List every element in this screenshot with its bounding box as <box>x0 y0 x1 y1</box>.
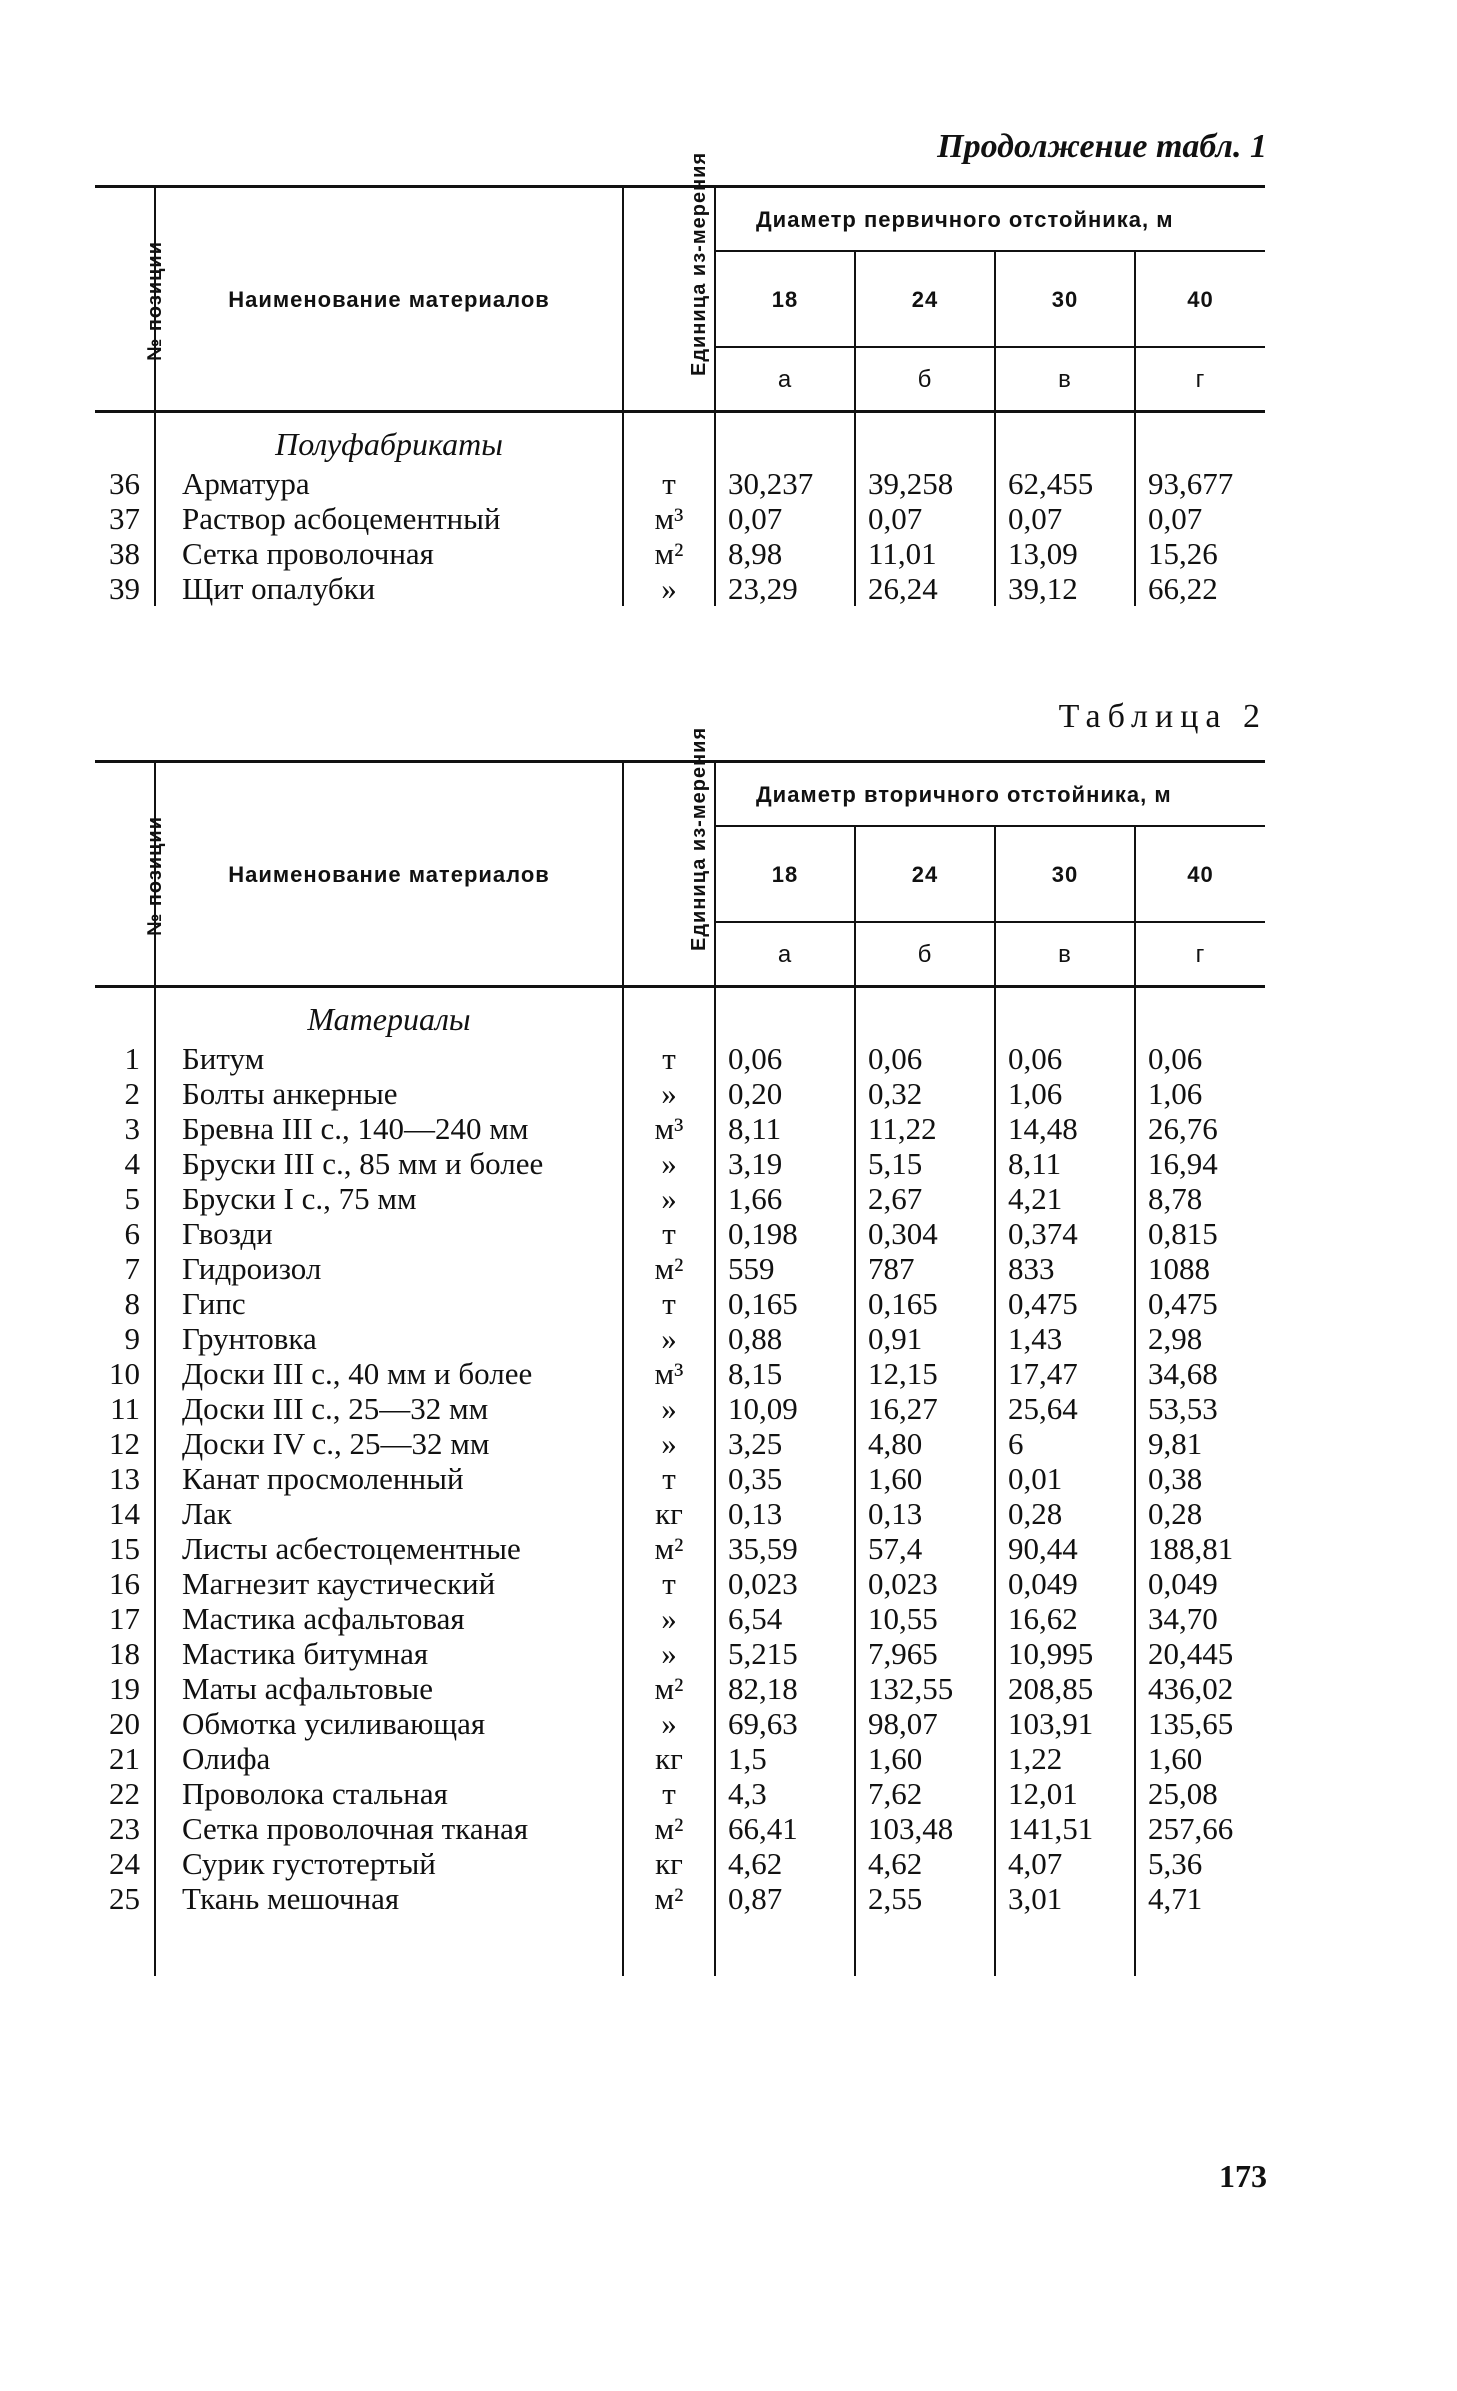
value-d: 188,81 <box>1135 1531 1265 1566</box>
value-a: 35,59 <box>715 1531 855 1566</box>
value-c: 4,21 <box>995 1181 1135 1216</box>
unit-cell: » <box>623 1146 715 1181</box>
table2-pos-header: № позиции <box>95 762 155 987</box>
value-c: 1,22 <box>995 1741 1135 1776</box>
table2-section-title: Материалы <box>155 987 623 1042</box>
table-row <box>95 501 1265 536</box>
table-row <box>95 1146 1265 1181</box>
material-name: Бревна III с., 140—240 мм <box>155 1111 623 1146</box>
value-d: 4,71 <box>1135 1881 1265 1916</box>
unit-cell: кг <box>623 1741 715 1776</box>
value-c: 1,43 <box>995 1321 1135 1356</box>
unit-cell: т <box>623 466 715 501</box>
material-name: Мастика асфальтовая <box>155 1601 623 1636</box>
value-c: 0,01 <box>995 1461 1135 1496</box>
material-name: Маты асфальтовые <box>155 1671 623 1706</box>
table1-section-title: Полуфабрикаты <box>155 412 623 467</box>
value-c: 12,01 <box>995 1776 1135 1811</box>
unit-cell: » <box>623 1391 715 1426</box>
material-name: Гипс <box>155 1286 623 1321</box>
value-a: 69,63 <box>715 1706 855 1741</box>
value-a: 0,023 <box>715 1566 855 1601</box>
table-row <box>95 1636 1265 1671</box>
value-d: 8,78 <box>1135 1181 1265 1216</box>
unit-cell: кг <box>623 1496 715 1531</box>
table-row <box>95 1286 1265 1321</box>
value-b: 787 <box>855 1251 995 1286</box>
table-row <box>95 1846 1265 1881</box>
material-name: Сетка проволочная тканая <box>155 1811 623 1846</box>
value-d: 1088 <box>1135 1251 1265 1286</box>
value-b: 5,15 <box>855 1146 995 1181</box>
unit-cell: м² <box>623 536 715 571</box>
value-b: 7,62 <box>855 1776 995 1811</box>
table1-header <box>95 151 1265 412</box>
table2-header <box>95 726 1265 987</box>
unit-cell: кг <box>623 1846 715 1881</box>
unit-cell: м³ <box>623 1356 715 1391</box>
table2-body <box>95 987 1265 1977</box>
value-b: 4,62 <box>855 1846 995 1881</box>
material-name: Канат просмоленный <box>155 1461 623 1496</box>
value-a: 82,18 <box>715 1671 855 1706</box>
table-row <box>95 1601 1265 1636</box>
row-number: 10 <box>109 1356 140 1391</box>
row-number: 3 <box>124 1111 140 1146</box>
unit-cell: » <box>623 1076 715 1111</box>
table2 <box>95 726 1265 1976</box>
value-c: 0,049 <box>995 1566 1135 1601</box>
value-b: 0,304 <box>855 1216 995 1251</box>
value-d: 53,53 <box>1135 1391 1265 1426</box>
row-number: 38 <box>109 536 140 571</box>
value-d: 15,26 <box>1135 536 1265 571</box>
value-c: 16,62 <box>995 1601 1135 1636</box>
value-a: 0,87 <box>715 1881 855 1916</box>
table-row <box>95 1671 1265 1706</box>
value-a: 6,54 <box>715 1601 855 1636</box>
table2-size-header: 18 <box>715 826 855 922</box>
value-a: 10,09 <box>715 1391 855 1426</box>
table-row <box>95 1741 1265 1776</box>
value-c: 0,06 <box>995 1041 1135 1076</box>
value-c: 141,51 <box>995 1811 1135 1846</box>
unit-cell: т <box>623 1286 715 1321</box>
value-c: 0,475 <box>995 1286 1135 1321</box>
material-name: Проволока стальная <box>155 1776 623 1811</box>
value-a: 8,98 <box>715 536 855 571</box>
value-d: 257,66 <box>1135 1811 1265 1846</box>
value-d: 5,36 <box>1135 1846 1265 1881</box>
row-number: 13 <box>109 1461 140 1496</box>
value-d: 20,445 <box>1135 1636 1265 1671</box>
value-d: 93,677 <box>1135 466 1265 501</box>
value-c: 208,85 <box>995 1671 1135 1706</box>
value-a: 4,3 <box>715 1776 855 1811</box>
value-d: 66,22 <box>1135 571 1265 606</box>
table-row <box>95 1776 1265 1811</box>
value-b: 0,07 <box>855 501 995 536</box>
value-d: 2,98 <box>1135 1321 1265 1356</box>
value-c: 39,12 <box>995 571 1135 606</box>
material-name: Бруски III с., 85 мм и более <box>155 1146 623 1181</box>
unit-cell: т <box>623 1566 715 1601</box>
value-b: 0,165 <box>855 1286 995 1321</box>
row-number: 37 <box>109 501 140 536</box>
value-d: 135,65 <box>1135 1706 1265 1741</box>
value-b: 12,15 <box>855 1356 995 1391</box>
row-number: 7 <box>124 1251 140 1286</box>
material-name: Болты анкерные <box>155 1076 623 1111</box>
value-a: 3,19 <box>715 1146 855 1181</box>
value-a: 0,07 <box>715 501 855 536</box>
row-number: 21 <box>109 1741 140 1776</box>
value-c: 103,91 <box>995 1706 1135 1741</box>
unit-cell: » <box>623 1181 715 1216</box>
table2-letter-header: г <box>1135 922 1265 987</box>
row-number: 8 <box>124 1286 140 1321</box>
table-row <box>95 1706 1265 1741</box>
row-number: 5 <box>124 1181 140 1216</box>
value-d: 0,475 <box>1135 1286 1265 1321</box>
row-number: 23 <box>109 1811 140 1846</box>
value-a: 0,13 <box>715 1496 855 1531</box>
value-c: 0,374 <box>995 1216 1135 1251</box>
value-b: 16,27 <box>855 1391 995 1426</box>
unit-cell: т <box>623 1461 715 1496</box>
value-a: 1,5 <box>715 1741 855 1776</box>
value-c: 17,47 <box>995 1356 1135 1391</box>
row-number: 11 <box>110 1391 140 1426</box>
table2-letter-header: б <box>855 922 995 987</box>
value-c: 4,07 <box>995 1846 1135 1881</box>
value-d: 26,76 <box>1135 1111 1265 1146</box>
value-a: 0,20 <box>715 1076 855 1111</box>
table-row <box>95 1426 1265 1461</box>
row-number: 12 <box>109 1426 140 1461</box>
value-a: 8,11 <box>715 1111 855 1146</box>
value-a: 0,06 <box>715 1041 855 1076</box>
table1-section-row <box>95 412 1265 467</box>
value-a: 4,62 <box>715 1846 855 1881</box>
table-filler-row <box>95 1916 1265 1976</box>
row-number: 19 <box>109 1671 140 1706</box>
value-b: 0,13 <box>855 1496 995 1531</box>
unit-cell: м² <box>623 1671 715 1706</box>
value-b: 11,22 <box>855 1111 995 1146</box>
table1-letter-header: г <box>1135 347 1265 412</box>
material-name: Доски IV с., 25—32 мм <box>155 1426 623 1461</box>
row-number: 17 <box>109 1601 140 1636</box>
table-row <box>95 466 1265 501</box>
unit-cell: м² <box>623 1811 715 1846</box>
value-d: 0,815 <box>1135 1216 1265 1251</box>
row-number: 1 <box>124 1041 140 1076</box>
value-b: 39,258 <box>855 466 995 501</box>
table1-size-header: 40 <box>1135 251 1265 347</box>
row-number: 20 <box>109 1706 140 1741</box>
value-d: 1,60 <box>1135 1741 1265 1776</box>
table-row <box>95 1356 1265 1391</box>
value-c: 13,09 <box>995 536 1135 571</box>
table1-name-header: Наименование материалов <box>155 187 623 412</box>
material-name: Сурик густотертый <box>155 1846 623 1881</box>
table-row <box>95 1531 1265 1566</box>
table1-body <box>95 412 1265 607</box>
value-d: 0,049 <box>1135 1566 1265 1601</box>
unit-cell: » <box>623 1706 715 1741</box>
value-c: 3,01 <box>995 1881 1135 1916</box>
value-a: 5,215 <box>715 1636 855 1671</box>
table2-letter-header: а <box>715 922 855 987</box>
row-number: 39 <box>109 571 140 606</box>
value-b: 0,91 <box>855 1321 995 1356</box>
value-c: 833 <box>995 1251 1135 1286</box>
material-name: Мастика битумная <box>155 1636 623 1671</box>
table-row <box>95 1076 1265 1111</box>
row-number: 24 <box>109 1846 140 1881</box>
table1-letter-header: а <box>715 347 855 412</box>
material-name: Гидроизол <box>155 1251 623 1286</box>
unit-cell: » <box>623 571 715 606</box>
material-name: Лак <box>155 1496 623 1531</box>
material-name: Арматура <box>155 466 623 501</box>
material-name: Олифа <box>155 1741 623 1776</box>
unit-cell: т <box>623 1216 715 1251</box>
value-a: 0,198 <box>715 1216 855 1251</box>
table1-diameter-header: Диаметр первичного отстойника, м <box>715 187 1265 252</box>
table-row <box>95 1496 1265 1531</box>
unit-cell: м² <box>623 1531 715 1566</box>
value-d: 9,81 <box>1135 1426 1265 1461</box>
table-row <box>95 1461 1265 1496</box>
row-number: 36 <box>109 466 140 501</box>
material-name: Обмотка усиливающая <box>155 1706 623 1741</box>
unit-cell: м² <box>623 1881 715 1916</box>
material-name: Битум <box>155 1041 623 1076</box>
row-number: 4 <box>124 1146 140 1181</box>
material-name: Листы асбестоцементные <box>155 1531 623 1566</box>
table2-size-header: 40 <box>1135 826 1265 922</box>
value-b: 0,32 <box>855 1076 995 1111</box>
material-name: Сетка проволочная <box>155 536 623 571</box>
unit-cell: » <box>623 1426 715 1461</box>
table-row <box>95 1391 1265 1426</box>
material-name: Доски III с., 25—32 мм <box>155 1391 623 1426</box>
value-d: 16,94 <box>1135 1146 1265 1181</box>
value-a: 30,237 <box>715 466 855 501</box>
value-b: 2,55 <box>855 1881 995 1916</box>
value-b: 57,4 <box>855 1531 995 1566</box>
table1-caption: Продолжение табл. 1 <box>937 128 1267 165</box>
table-row <box>95 1251 1265 1286</box>
table2-unit-header: Единица из-мерения <box>623 762 715 987</box>
row-number: 15 <box>109 1531 140 1566</box>
material-name: Раствор асбоцементный <box>155 501 623 536</box>
value-a: 1,66 <box>715 1181 855 1216</box>
table1-size-header: 30 <box>995 251 1135 347</box>
table2-size-header: 24 <box>855 826 995 922</box>
unit-cell: м² <box>623 1251 715 1286</box>
unit-cell: м³ <box>623 1111 715 1146</box>
value-a: 23,29 <box>715 571 855 606</box>
table-row <box>95 571 1265 606</box>
table1-letter-header: б <box>855 347 995 412</box>
table-row <box>95 1321 1265 1356</box>
row-number: 25 <box>109 1881 140 1916</box>
table2-size-header: 30 <box>995 826 1135 922</box>
value-d: 436,02 <box>1135 1671 1265 1706</box>
table-row <box>95 1216 1265 1251</box>
value-b: 0,023 <box>855 1566 995 1601</box>
unit-cell: » <box>623 1636 715 1671</box>
value-c: 0,07 <box>995 501 1135 536</box>
unit-cell: м³ <box>623 501 715 536</box>
table2-name-header: Наименование материалов <box>155 762 623 987</box>
value-d: 0,07 <box>1135 501 1265 536</box>
value-d: 0,38 <box>1135 1461 1265 1496</box>
row-number: 14 <box>109 1496 140 1531</box>
table1-size-header: 24 <box>855 251 995 347</box>
value-d: 0,28 <box>1135 1496 1265 1531</box>
value-c: 8,11 <box>995 1146 1135 1181</box>
value-a: 0,35 <box>715 1461 855 1496</box>
value-b: 7,965 <box>855 1636 995 1671</box>
value-b: 26,24 <box>855 571 995 606</box>
value-d: 1,06 <box>1135 1076 1265 1111</box>
material-name: Грунтовка <box>155 1321 623 1356</box>
table-row <box>95 1181 1265 1216</box>
value-c: 14,48 <box>995 1111 1135 1146</box>
material-name: Бруски I с., 75 мм <box>155 1181 623 1216</box>
value-c: 10,995 <box>995 1636 1135 1671</box>
value-c: 62,455 <box>995 466 1135 501</box>
unit-cell: » <box>623 1601 715 1636</box>
unit-cell: т <box>623 1041 715 1076</box>
unit-cell: » <box>623 1321 715 1356</box>
material-name: Щит опалубки <box>155 571 623 606</box>
table1 <box>95 151 1265 606</box>
value-c: 0,28 <box>995 1496 1135 1531</box>
material-name: Доски III с., 40 мм и более <box>155 1356 623 1391</box>
table-row <box>95 1881 1265 1916</box>
value-a: 8,15 <box>715 1356 855 1391</box>
table1-pos-header: № позиции <box>95 187 155 412</box>
value-c: 6 <box>995 1426 1135 1461</box>
table-row <box>95 536 1265 571</box>
unit-cell: т <box>623 1776 715 1811</box>
value-b: 1,60 <box>855 1741 995 1776</box>
row-number: 16 <box>109 1566 140 1601</box>
material-name: Гвозди <box>155 1216 623 1251</box>
value-b: 103,48 <box>855 1811 995 1846</box>
table-row <box>95 1566 1265 1601</box>
value-d: 34,68 <box>1135 1356 1265 1391</box>
row-number: 2 <box>124 1076 140 1111</box>
value-b: 1,60 <box>855 1461 995 1496</box>
row-number: 18 <box>109 1636 140 1671</box>
table-row <box>95 1811 1265 1846</box>
value-b: 98,07 <box>855 1706 995 1741</box>
table-row <box>95 1041 1265 1076</box>
table1-size-header: 18 <box>715 251 855 347</box>
value-a: 0,165 <box>715 1286 855 1321</box>
table1-letter-header: в <box>995 347 1135 412</box>
page-number: 173 <box>1219 2158 1267 2194</box>
value-a: 0,88 <box>715 1321 855 1356</box>
table2-caption: Таблица 2 <box>1058 698 1267 735</box>
value-a: 3,25 <box>715 1426 855 1461</box>
value-c: 90,44 <box>995 1531 1135 1566</box>
table2-diameter-header: Диаметр вторичного отстойника, м <box>715 762 1265 827</box>
material-name: Ткань мешочная <box>155 1881 623 1916</box>
value-b: 0,06 <box>855 1041 995 1076</box>
table1-unit-header: Единица из-мерения <box>623 187 715 412</box>
value-b: 11,01 <box>855 536 995 571</box>
value-b: 4,80 <box>855 1426 995 1461</box>
value-b: 10,55 <box>855 1601 995 1636</box>
value-b: 132,55 <box>855 1671 995 1706</box>
value-a: 66,41 <box>715 1811 855 1846</box>
material-name: Магнезит каустический <box>155 1566 623 1601</box>
value-a: 559 <box>715 1251 855 1286</box>
value-d: 0,06 <box>1135 1041 1265 1076</box>
value-c: 25,64 <box>995 1391 1135 1426</box>
table2-section-row <box>95 987 1265 1042</box>
value-b: 2,67 <box>855 1181 995 1216</box>
value-d: 25,08 <box>1135 1776 1265 1811</box>
row-number: 6 <box>124 1216 140 1251</box>
row-number: 9 <box>124 1321 140 1356</box>
row-number: 22 <box>109 1776 140 1811</box>
table2-letter-header: в <box>995 922 1135 987</box>
value-d: 34,70 <box>1135 1601 1265 1636</box>
value-c: 1,06 <box>995 1076 1135 1111</box>
table-row <box>95 1111 1265 1146</box>
